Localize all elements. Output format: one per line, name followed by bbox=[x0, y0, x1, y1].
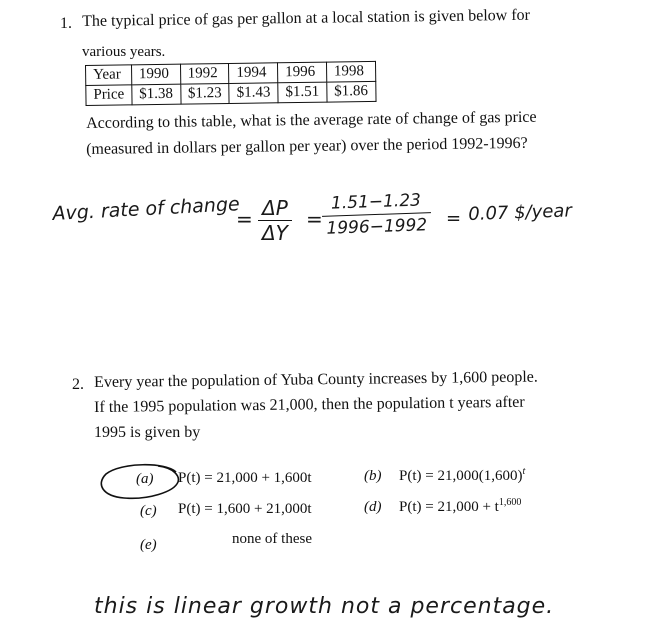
option-b-text: P(t) = 21,000(1,600) bbox=[399, 468, 523, 484]
table-cell-year: 1994 bbox=[229, 63, 278, 84]
table-cell-year: 1996 bbox=[278, 62, 327, 83]
option-d-label: (d) bbox=[364, 499, 382, 515]
table-cell-price: $1.86 bbox=[327, 81, 376, 102]
handwritten-year-difference: 1996−1992 bbox=[326, 215, 428, 239]
problem-2-line-3: 1995 is given by bbox=[94, 424, 201, 441]
problem-1-line-2: various years. bbox=[82, 44, 166, 60]
gas-price-table bbox=[85, 61, 376, 106]
table-row-price bbox=[86, 81, 376, 105]
handwritten-price-difference: 1.51−1.23 bbox=[321, 190, 431, 217]
table-cell-price: $1.43 bbox=[229, 83, 278, 104]
handwritten-equals-3: = bbox=[446, 208, 462, 229]
option-b-label: (b) bbox=[364, 468, 382, 484]
problem-2-line-2: If the 1995 population was 21,000, then the population t years after bbox=[94, 393, 525, 416]
handwritten-delta-p: ΔP bbox=[258, 196, 292, 221]
table-row-label: Year bbox=[86, 65, 132, 86]
problem-2-number: 2. bbox=[72, 376, 84, 393]
table-cell-price: $1.23 bbox=[180, 83, 229, 104]
table-row-label: Price bbox=[86, 85, 132, 106]
table-cell-year: 1992 bbox=[180, 63, 229, 84]
option-a-text: P(t) = 21,000 + 1,600t bbox=[178, 470, 312, 486]
handwritten-delta-fraction bbox=[258, 196, 292, 245]
option-d-exponent: 1,600 bbox=[498, 497, 522, 508]
handwritten-equals-1: = bbox=[236, 207, 253, 231]
table-cell-year: 1998 bbox=[326, 61, 375, 82]
option-b-exponent: t bbox=[522, 466, 526, 477]
option-c-text: P(t) = 1,600 + 21,000t bbox=[178, 501, 312, 517]
handwritten-result: 0.07 $/year bbox=[468, 200, 573, 225]
option-c-label: (c) bbox=[140, 503, 157, 519]
handwritten-equals-2: = bbox=[306, 207, 323, 231]
option-e-label: (e) bbox=[140, 537, 157, 553]
table-cell-price: $1.51 bbox=[278, 82, 327, 103]
problem-1-question-line-1: According to this table, what is the average rate of change of gas price bbox=[86, 108, 537, 132]
option-d-text: P(t) = 21,000 + t bbox=[399, 499, 499, 515]
handwritten-delta-y: ΔY bbox=[262, 221, 288, 245]
problem-1-line-1: The typical price of gas per gallon at a local station is given below for bbox=[82, 6, 531, 30]
problem-2-line-1: Every year the population of Yuba County increases by 1,600 people. bbox=[94, 368, 538, 391]
option-a-label: (a) bbox=[136, 471, 154, 487]
option-b bbox=[399, 466, 525, 485]
handwritten-avg-rate-label: Avg. rate of change bbox=[52, 193, 241, 225]
handwritten-note: this is linear growth not a percentage. bbox=[94, 594, 555, 619]
option-d bbox=[399, 497, 521, 516]
table-cell-price: $1.38 bbox=[132, 84, 181, 105]
handwritten-value-fraction bbox=[321, 190, 431, 239]
problem-1-question-line-2: (measured in dollars per gallon per year) over the period 1992-1996? bbox=[86, 134, 528, 158]
option-e-text: none of these bbox=[232, 531, 312, 547]
problem-1-number: 1. bbox=[60, 15, 72, 32]
table-cell-year: 1990 bbox=[131, 64, 180, 85]
